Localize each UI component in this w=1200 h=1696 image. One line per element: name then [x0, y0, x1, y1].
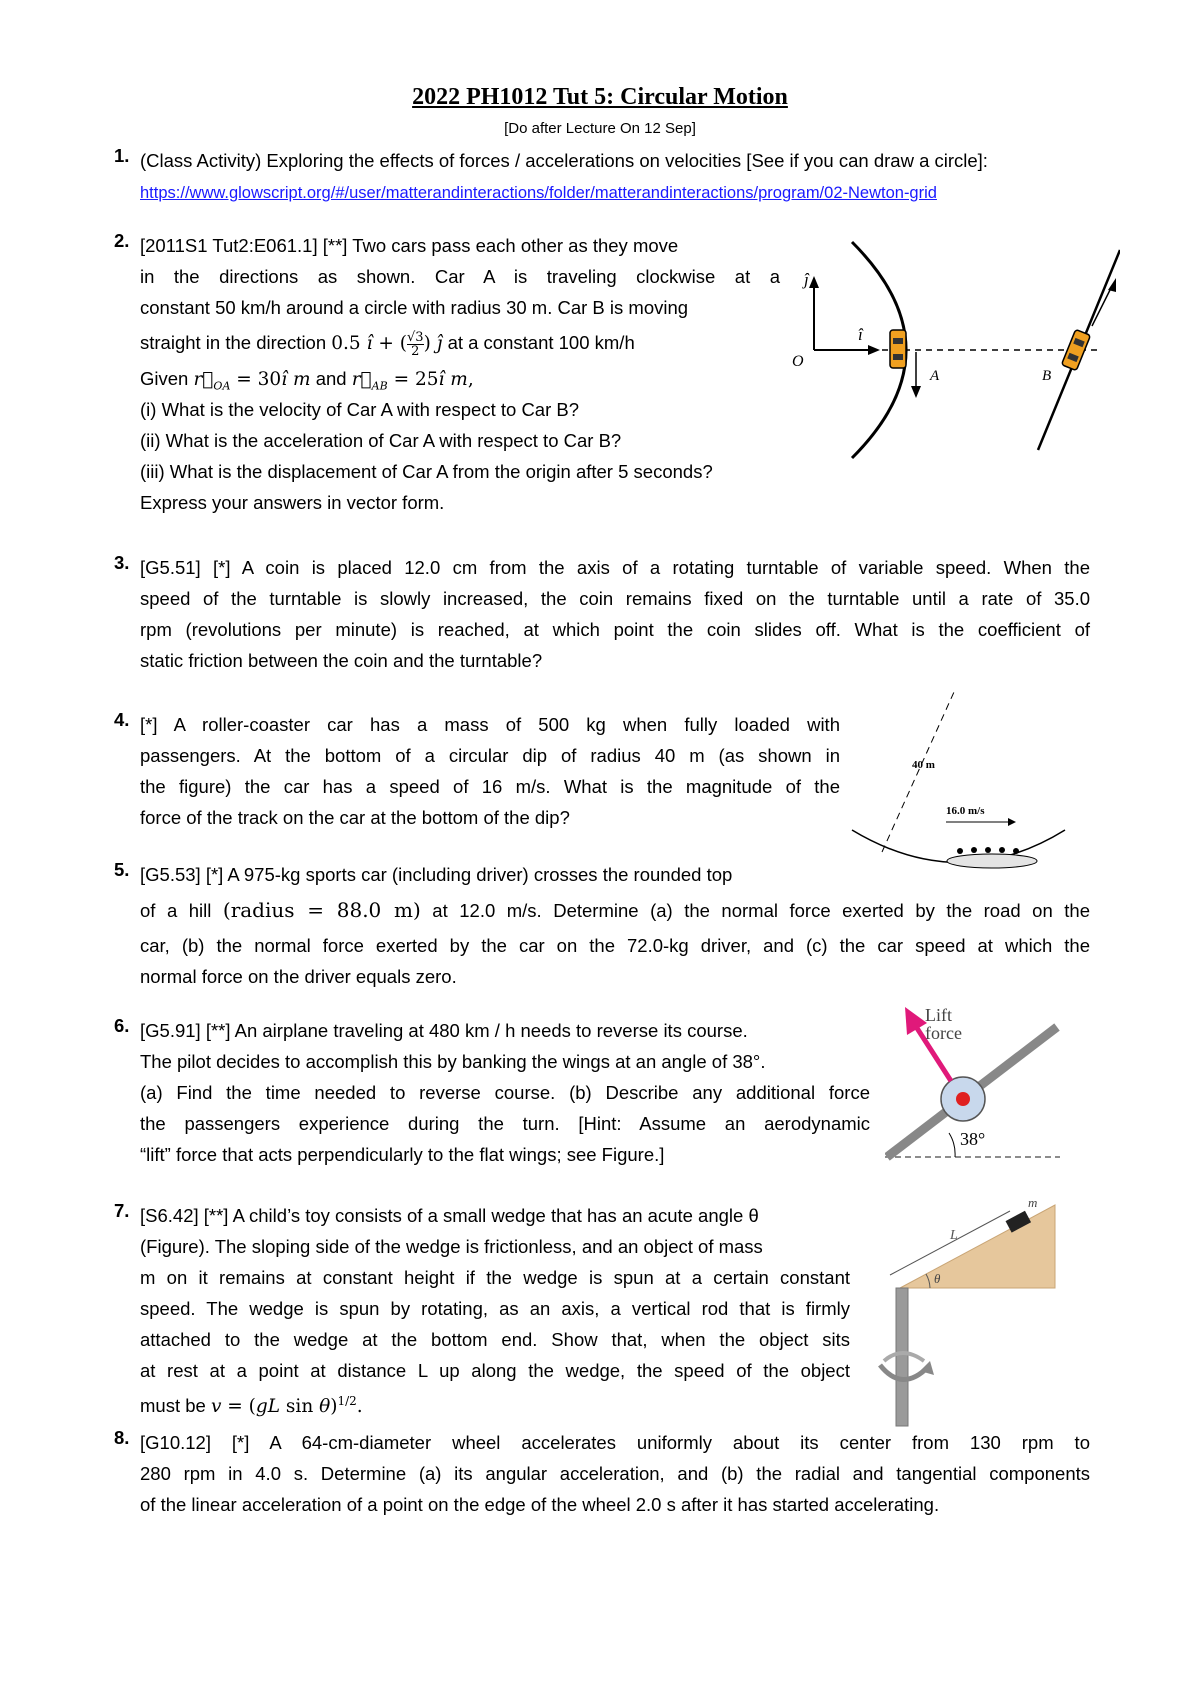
wedge-figure [870, 1195, 1070, 1430]
question-line: of the linear acceleration of a point on the edge of the wheel 2.0 s after it has started accelerating. [140, 1494, 940, 1515]
j-label: ĵ [804, 270, 809, 289]
question-line: (iii) What is the displacement of Car A from the origin after 5 seconds? [140, 461, 713, 482]
question-line: normal force on the driver equals zero. [140, 966, 457, 987]
question-line: car, (b) the normal force exerted by the car on the 72.0-kg driver, and (c) the car speed at which the [140, 935, 1090, 956]
question-line: (ii) What is the acceleration of Car A with respect to Car B? [140, 430, 622, 451]
passenger [1013, 848, 1019, 854]
r-oa-expression: $r⃗_{OA}$ = 30î m [193, 369, 311, 393]
question-4 [114, 709, 840, 833]
speed-formula-line: must be v = (gL sin θ)$^{1/2}$. [140, 1394, 363, 1418]
question-line: rpm (revolutions per minute) is reached, at which point the coin slides off. What is the coefficient of [140, 619, 1090, 640]
question-7 [114, 1200, 850, 1418]
direction-vector: 0.5 î + ( $\frac{√3}{2}$ ) ĵ [331, 329, 443, 359]
page-subtitle: [Do after Lecture On 12 Sep] [504, 120, 696, 137]
radius-expression: (radius = 88.0 m) [222, 898, 421, 922]
i-label: î [858, 325, 863, 344]
car-a-window [893, 354, 903, 360]
question-text: (Class Activity) Exploring the effects of forces / accelerations on velocities [See if you can draw a circle]: [140, 150, 988, 171]
speed-arrow-head [1008, 818, 1016, 826]
car-a [890, 330, 906, 368]
question-number: 6. [114, 1015, 130, 1036]
question-line: attached to the wedge at the bottom end. Show that, when the object sits [140, 1329, 850, 1350]
speed-formula: v = (gL sin θ)$^{1/2}$. [210, 1394, 363, 1418]
question-line: (i) What is the velocity of Car A with respect to Car B? [140, 399, 580, 420]
question-line: (a) Find the time needed to reverse course. (b) Describe any additional force [140, 1082, 870, 1103]
passenger [999, 847, 1005, 853]
question-line: (Figure). The sloping side of the wedge is frictionless, and an object of mass [140, 1236, 763, 1257]
theta-label: θ [934, 1271, 941, 1286]
car-b-label: B [1042, 368, 1052, 384]
question-1 [114, 145, 1060, 207]
fuselage-center [956, 1092, 970, 1106]
lift-label-1: Lift [925, 1005, 952, 1025]
angle-arc [949, 1133, 955, 1157]
question-2 [114, 230, 780, 518]
wedge [900, 1205, 1055, 1288]
j-arrow-head [809, 276, 819, 288]
question-line: the figure) the car has a speed of 16 m/s. What is the magnitude of the [140, 776, 840, 797]
airplane-figure [885, 995, 1065, 1165]
radius-label: 40 m [912, 759, 935, 771]
car-b-arrow-head [1108, 278, 1116, 292]
question-number: 5. [114, 859, 130, 880]
question-line: [G5.53] [*] A 975-kg sports car (including driver) crosses the rounded top [140, 864, 733, 885]
question-line: [G10.12] [*] A 64-cm-diameter wheel accelerates uniformly about its center from 130 rpm to [140, 1432, 1090, 1453]
question-line: constant 50 km/h around a circle with radius 30 m. Car B is moving [140, 297, 689, 318]
question-8 [114, 1427, 1090, 1520]
question-number: 1. [114, 145, 130, 166]
question-line: speed of the turntable is slowly increased, the coin remains fixed on the turntable until a rate of 35.0 [140, 588, 1090, 609]
car-a-arrow-head [911, 386, 921, 398]
radius-line [882, 692, 954, 852]
question-number: 8. [114, 1427, 130, 1448]
question-number: 4. [114, 709, 130, 730]
question-number: 7. [114, 1200, 130, 1221]
question-line: [G5.91] [**] An airplane traveling at 480 km / h needs to reverse its course. [140, 1020, 748, 1041]
passenger [985, 847, 991, 853]
question-line: Express your answers in vector form. [140, 492, 445, 513]
question-line: static friction between the coin and the turntable? [140, 650, 543, 671]
question-line: in the directions as shown. Car A is traveling clockwise at a [140, 266, 780, 287]
question-line: force of the track on the car at the bottom of the dip? [140, 807, 570, 828]
lift-label-2: force [925, 1023, 962, 1043]
vertical-rod [896, 1288, 908, 1426]
i-arrow-head [868, 345, 880, 355]
mass-label: m [1028, 1195, 1038, 1210]
question-line: the passengers experience during the turn. [Hint: Assume an aerodynamic [140, 1113, 870, 1134]
two-cars-figure [790, 240, 1120, 460]
r-ab-expression: $r⃗_{AB}$ = 25î m, [351, 369, 474, 393]
length-label: L [950, 1228, 958, 1243]
roller-coaster-figure [850, 690, 1070, 880]
question-line: [*] A roller-coaster car has a mass of 500 kg when fully loaded with [140, 714, 840, 735]
question-6 [114, 1015, 870, 1170]
car-a-label: A [930, 368, 940, 384]
question-number: 2. [114, 230, 130, 251]
car-b [1061, 329, 1090, 370]
question-3 [114, 552, 1090, 676]
question-number: 3. [114, 552, 130, 573]
question-line: m on it remains at constant height if the wedge is spun at a certain constant [140, 1267, 850, 1288]
origin-label: O [792, 353, 804, 370]
speed-label: 16.0 m/s [946, 805, 985, 817]
question-5 [114, 859, 1090, 992]
question-line: “lift” force that acts perpendicularly to the flat wings; see Figure.] [140, 1144, 665, 1165]
direction-line: straight in the direction 0.5 î + ( $\frac{√3}{2}$ ) ĵ at a constant 100 km/h [140, 329, 635, 359]
hill-line: of a hill (radius = 88.0 m) at 12.0 m/s. Determine (a) the normal force exerted by the road on the [140, 898, 1090, 922]
question-line: The pilot decides to accomplish this by banking the wings at an angle of 38°. [140, 1051, 766, 1072]
glowscript-link[interactable]: https://www.glowscript.org/#/user/matterandinteractions/folder/matterandinteractions/program/02-Newton-grid [140, 184, 937, 202]
passenger [971, 847, 977, 853]
question-line: passengers. At the bottom of a circular dip of radius 40 m (as shown in [140, 745, 840, 766]
given-line: Given $r⃗_{OA}$ = 30î m and $r⃗_{AB}$ = 25î m, [140, 368, 474, 393]
angle-label: 38° [960, 1129, 986, 1149]
question-line: [2011S1 Tut2:E061.1] [**] Two cars pass each other as they move [140, 235, 679, 256]
passenger [957, 848, 963, 854]
question-line: speed. The wedge is spun by rotating, as an axis, a vertical rod that is firmly [140, 1298, 850, 1319]
page-title: 2022 PH1012 Tut 5: Circular Motion [412, 84, 788, 110]
question-line: [S6.42] [**] A child’s toy consists of a small wedge that has an acute angle θ [140, 1205, 759, 1226]
question-line: [G5.51] [*] A coin is placed 12.0 cm from the axis of a rotating turntable of variable speed. When the [140, 557, 1090, 578]
question-line: 280 rpm in 4.0 s. Determine (a) its angular acceleration, and (b) the radial and tangential components [140, 1463, 1090, 1484]
car-a-window [893, 338, 903, 344]
question-line: at rest at a point at distance L up along the wedge, the speed of the object [140, 1360, 850, 1381]
